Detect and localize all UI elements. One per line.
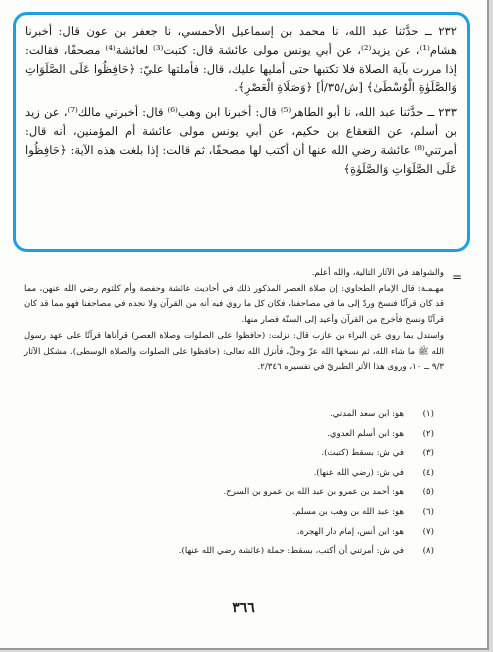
highlighted-hadith-text xyxy=(25,22,457,178)
footnote-item xyxy=(42,405,434,425)
footnote-text: في ش: (رضي الله عنها). xyxy=(313,467,404,478)
footnote-item xyxy=(42,523,434,543)
footnote-text: هو: عبد الله بن وهب بن مسلم. xyxy=(292,506,404,517)
footnote-item xyxy=(42,425,434,445)
note-paragraph: والشواهد في الآثار التالية، والله أعلم. xyxy=(311,268,444,278)
footnote-item xyxy=(42,542,434,562)
hadith-232: ٢٣٢ ــ حدَّثنا عبد الله، نا محمد بن إسماعيل الأحمسي، نا جعفر بن عون قال: أخبرنا هشام⁽¹⁾، عن يزيد⁽²⁾، عن أبي يونس مولى عائشة قال: كتبت⁽³⁾ لعائشة⁽⁴⁾ مصحفًا، فقالت: إذا مررت بآية الصلاة فلا تكتبها حتى أمليها عليك، قال: فأملتها عليّ: ﴿حَافِظُوا عَلَى الصَّلَوَاتِ وَالصَّلَوٰةِ الْوُسْطَىٰ﴾ [ش/٣٥/أ] ﴿وَصَلَاةِ الْعَصْرِ﴾. xyxy=(25,24,457,95)
footnotes-list xyxy=(42,405,434,562)
footnote-number: (٥) xyxy=(422,487,434,498)
continuation-mark: = xyxy=(452,270,463,284)
footnote-text: في ش: بسقط (كتبت). xyxy=(321,448,404,459)
note-paragraph: واستدل بما روي عن البراء بن عازب قال: نزلت: (حافظوا على الصلوات وصلاة العصر) قرأناها قرآنًا على عهد رسول الله ﷺ ما شاء الله، ثم نسخها الله عزّ وجلّ، فأنزل الله تعالى: (حافظوا على الصلوات والصلاة الوسطى). مشكل الآثار ٩/٣ ــ ١٠، وروى هذا الأثر الطبريّ في تفسيره ٢/٣٤٦. xyxy=(24,330,444,373)
note-paragraph: مهـمـة: قال الإمام الطحاوي: إن صلاة العصر المذكور ذلك في أحاديث عائشة وحفصة وأم كلثوم رضي الله عنهن، مما قد كان قرآنًا فنسخ وردّ إلى ما في مصاحفنا، فكان كل ما روي فيه أنه من القرآن ولا نجده في مصاحفنا فهو مما قد كان قرآنًا ونسخ فأخرج من القرآن وأعيد إلى السنّة فصار منها. xyxy=(24,283,444,326)
footnote-text: هو: ابن سعد المدني. xyxy=(329,409,404,419)
footnote-item xyxy=(42,483,434,503)
footnote-text: هو: أحمد بن عمرو بن عبد الله بن عمرو بن السرح. xyxy=(223,487,404,498)
footnote-number: (٤) xyxy=(422,467,434,478)
footnote-item xyxy=(42,444,434,464)
footnote-number: (٢) xyxy=(422,428,434,439)
commentary-notes xyxy=(24,266,444,376)
footnote-number: (١) xyxy=(422,409,434,419)
footnote-number: (٨) xyxy=(422,546,434,557)
footnote-number: (٧) xyxy=(422,526,434,537)
footnote-text: هو: ابن أنس، إمام دار الهجرة. xyxy=(296,526,404,537)
footnote-item xyxy=(42,464,434,484)
footnote-item xyxy=(42,503,434,523)
page-number: ٣٦٦ xyxy=(232,600,255,616)
footnote-text: هو: ابن أسلم العدوي. xyxy=(327,428,404,439)
footnote-number: (٦) xyxy=(422,506,434,517)
hadith-233: ٢٣٣ ــ حدَّثنا عبد الله، نا أبو الطاهر⁽⁵⁾ قال: أخبرنا ابن وهب⁽⁶⁾ قال: أخبرني مالك⁽⁷⁾، عن زيد بن أسلم، عن القعقاع بن حكيم، عن أبي يونس مولى عائشة أم المؤمنين، أنه قال: أمرتني⁽⁸⁾ عائشة رضي الله عنها أن أكتب لها مصحفًا، ثم قالت: إذا بلغت هذه الآية: ﴿حَافِظُوا عَلَى الصَّلَوَاتِ وَالصَّلَوٰةِ﴾ xyxy=(25,105,457,176)
footnote-number: (٣) xyxy=(422,448,434,459)
footnote-text: في ش: أمرتني أن أكتب، بسقط: جملة (عائشة رضي الله عنها). xyxy=(178,546,404,557)
